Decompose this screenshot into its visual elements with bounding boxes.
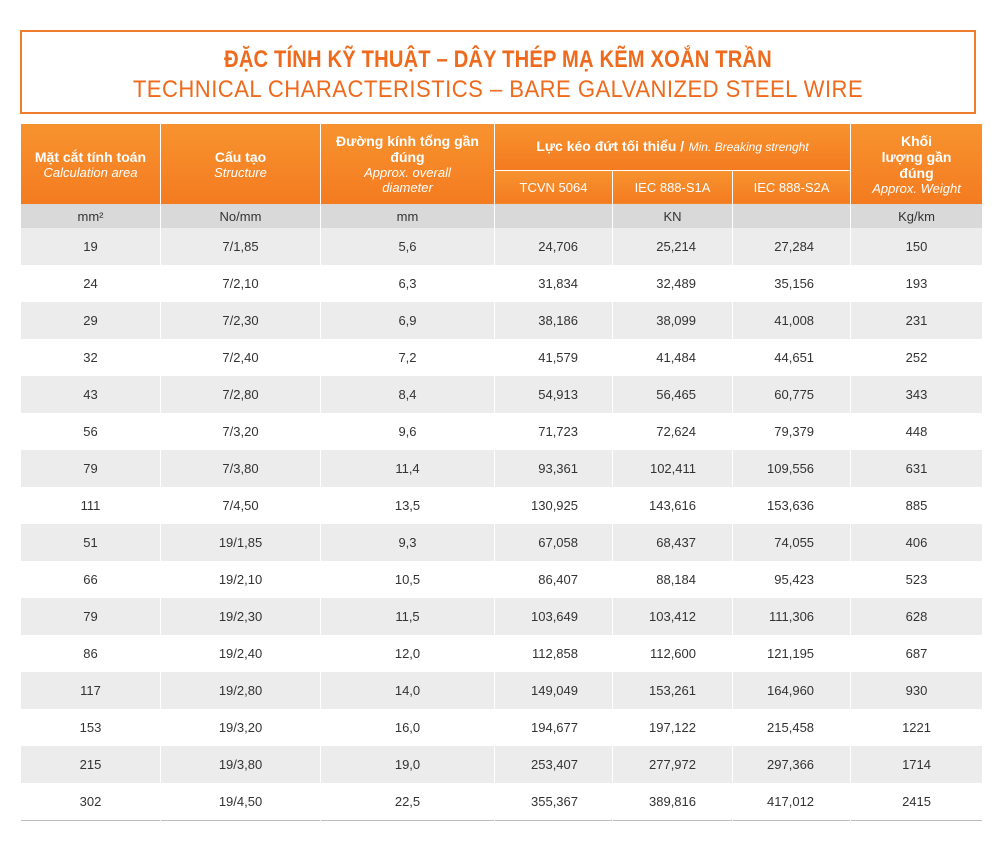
- table-cell: 88,184: [613, 561, 733, 598]
- table-cell: 523: [851, 561, 983, 598]
- table-cell: 631: [851, 450, 983, 487]
- table-row: [21, 487, 983, 524]
- table-cell: 7/2,10: [161, 265, 321, 302]
- table-cell: 193: [851, 265, 983, 302]
- table-cell: 24,706: [495, 228, 613, 265]
- table-cell: 687: [851, 635, 983, 672]
- table-row: [21, 746, 983, 783]
- header-breaking-en: Min. Breaking strenght: [688, 139, 809, 154]
- table-cell: 19/2,10: [161, 561, 321, 598]
- table-cell: 7/2,30: [161, 302, 321, 339]
- table-cell: 29: [21, 302, 161, 339]
- table-cell: 7/3,20: [161, 413, 321, 450]
- table-cell: 60,775: [733, 376, 851, 413]
- table-cell: 32,489: [613, 265, 733, 302]
- unit-cell: Kg/km: [851, 204, 983, 228]
- table-header: [21, 124, 983, 204]
- table-cell: 11,4: [321, 450, 495, 487]
- unit-cell: mm²: [21, 204, 161, 228]
- table-row: [21, 413, 983, 450]
- table-cell: 215: [21, 746, 161, 783]
- table-cell: 112,858: [495, 635, 613, 672]
- header-structure-vn: Cấu tạo: [214, 148, 267, 165]
- table-cell: 417,012: [733, 783, 851, 821]
- table-cell: 153,261: [613, 672, 733, 709]
- table-cell: 164,960: [733, 672, 851, 709]
- table-cell: 41,484: [613, 339, 733, 376]
- table-cell: 153: [21, 709, 161, 746]
- table-cell: 302: [21, 783, 161, 821]
- table-row: [21, 339, 983, 376]
- table-row: [21, 709, 983, 746]
- table-cell: 95,423: [733, 561, 851, 598]
- table-cell: 43: [21, 376, 161, 413]
- table-cell: 1714: [851, 746, 983, 783]
- table-row: [21, 376, 983, 413]
- table-cell: 253,407: [495, 746, 613, 783]
- table-cell: 32: [21, 339, 161, 376]
- table-cell: 130,925: [495, 487, 613, 524]
- table-cell: 35,156: [733, 265, 851, 302]
- table-cell: 93,361: [495, 450, 613, 487]
- table-body: [21, 204, 983, 821]
- table-cell: 6,3: [321, 265, 495, 302]
- table-cell: 102,411: [613, 450, 733, 487]
- title-box: [20, 30, 976, 114]
- table-cell: 448: [851, 413, 983, 450]
- table-cell: 7/3,80: [161, 450, 321, 487]
- table-cell: 67,058: [495, 524, 613, 561]
- header-tcvn: TCVN 5064: [495, 170, 613, 204]
- spec-table: [20, 124, 983, 821]
- title-english: TECHNICAL CHARACTERISTICS – BARE GALVANIZED STEEL WIRE: [132, 76, 864, 103]
- title-vietnamese: ĐẶC TÍNH KỸ THUẬT – DÂY THÉP MẠ KẼM XOẮN TRẦN: [224, 46, 772, 73]
- table-cell: 68,437: [613, 524, 733, 561]
- table-cell: 25,214: [613, 228, 733, 265]
- units-row: [21, 204, 983, 228]
- header-area: [21, 124, 161, 204]
- table-cell: 16,0: [321, 709, 495, 746]
- table-cell: 13,5: [321, 487, 495, 524]
- table-cell: 7/2,40: [161, 339, 321, 376]
- table-cell: 6,9: [321, 302, 495, 339]
- table-cell: 297,366: [733, 746, 851, 783]
- table-cell: 406: [851, 524, 983, 561]
- table-cell: 79: [21, 598, 161, 635]
- table-cell: 12,0: [321, 635, 495, 672]
- table-cell: 9,3: [321, 524, 495, 561]
- header-diameter-vn: Đường kính tổng gần đúng: [336, 133, 479, 165]
- table-cell: 112,600: [613, 635, 733, 672]
- table-row: [21, 783, 983, 821]
- header-iec-s1a: IEC 888-S1A: [613, 170, 733, 204]
- table-cell: 27,284: [733, 228, 851, 265]
- table-cell: 111,306: [733, 598, 851, 635]
- table-cell: 8,4: [321, 376, 495, 413]
- table-row: [21, 302, 983, 339]
- unit-cell: KN: [613, 204, 733, 228]
- table-cell: 38,186: [495, 302, 613, 339]
- table-cell: 5,6: [321, 228, 495, 265]
- table-cell: 7/2,80: [161, 376, 321, 413]
- table-cell: 56,465: [613, 376, 733, 413]
- table-cell: 19/2,40: [161, 635, 321, 672]
- table-cell: 54,913: [495, 376, 613, 413]
- table-cell: 31,834: [495, 265, 613, 302]
- table-cell: 79,379: [733, 413, 851, 450]
- table-cell: 2415: [851, 783, 983, 821]
- header-structure-en: Structure: [214, 164, 267, 180]
- header-area-vn: Mặt cắt tính toán: [34, 148, 147, 165]
- header-breaking-vn: Lực kéo đứt tối thiểu /: [536, 137, 685, 154]
- table-cell: 103,412: [613, 598, 733, 635]
- header-iec-s2a: IEC 888-S2A: [733, 170, 851, 204]
- table-cell: 71,723: [495, 413, 613, 450]
- table-cell: 197,122: [613, 709, 733, 746]
- table-cell: 117: [21, 672, 161, 709]
- table-row: [21, 598, 983, 635]
- table-cell: 149,049: [495, 672, 613, 709]
- table-row: [21, 265, 983, 302]
- table-cell: 885: [851, 487, 983, 524]
- table-cell: 19/1,85: [161, 524, 321, 561]
- table-cell: 7/4,50: [161, 487, 321, 524]
- table-cell: 56: [21, 413, 161, 450]
- table-cell: 153,636: [733, 487, 851, 524]
- table-cell: 19,0: [321, 746, 495, 783]
- table-cell: 109,556: [733, 450, 851, 487]
- header-structure: [161, 124, 321, 204]
- header-diameter: [321, 124, 495, 204]
- table-row: [21, 524, 983, 561]
- table-cell: 1221: [851, 709, 983, 746]
- table-cell: 24: [21, 265, 161, 302]
- table-cell: 66: [21, 561, 161, 598]
- table-cell: 19/2,80: [161, 672, 321, 709]
- table-cell: 9,6: [321, 413, 495, 450]
- table-cell: 628: [851, 598, 983, 635]
- table-cell: 79: [21, 450, 161, 487]
- table-cell: 215,458: [733, 709, 851, 746]
- table-cell: 121,195: [733, 635, 851, 672]
- table-cell: 86: [21, 635, 161, 672]
- header-weight-vn: Khối lượng gần đúng: [881, 132, 952, 181]
- header-area-en: Calculation area: [43, 164, 138, 180]
- table-cell: 194,677: [495, 709, 613, 746]
- table-cell: 22,5: [321, 783, 495, 821]
- table-cell: 343: [851, 376, 983, 413]
- table-cell: 14,0: [321, 672, 495, 709]
- table-cell: 277,972: [613, 746, 733, 783]
- table-row: [21, 228, 983, 265]
- table-cell: 11,5: [321, 598, 495, 635]
- table-cell: 930: [851, 672, 983, 709]
- table-cell: 74,055: [733, 524, 851, 561]
- table-cell: 10,5: [321, 561, 495, 598]
- table-cell: 44,651: [733, 339, 851, 376]
- table-cell: 231: [851, 302, 983, 339]
- table-cell: 41,579: [495, 339, 613, 376]
- table-cell: 19/3,20: [161, 709, 321, 746]
- table-cell: 19: [21, 228, 161, 265]
- table-cell: 19/2,30: [161, 598, 321, 635]
- table-cell: 72,624: [613, 413, 733, 450]
- table-row: [21, 635, 983, 672]
- table-cell: 19/3,80: [161, 746, 321, 783]
- table-row: [21, 450, 983, 487]
- table-cell: 19/4,50: [161, 783, 321, 821]
- table-cell: 86,407: [495, 561, 613, 598]
- table-cell: 7,2: [321, 339, 495, 376]
- unit-cell: No/mm: [161, 204, 321, 228]
- header-breaking: [495, 124, 851, 170]
- unit-cell: [733, 204, 851, 228]
- table-cell: 51: [21, 524, 161, 561]
- table-cell: 355,367: [495, 783, 613, 821]
- table-cell: 143,616: [613, 487, 733, 524]
- header-weight-en: Approx. Weight: [872, 180, 961, 196]
- header-diameter-en: Approx. overall diameter: [364, 165, 451, 195]
- table-cell: 150: [851, 228, 983, 265]
- unit-cell: [495, 204, 613, 228]
- table-row: [21, 672, 983, 709]
- table-cell: 103,649: [495, 598, 613, 635]
- unit-cell: mm: [321, 204, 495, 228]
- table-cell: 7/1,85: [161, 228, 321, 265]
- table-cell: 111: [21, 487, 161, 524]
- table-cell: 41,008: [733, 302, 851, 339]
- header-weight: [851, 124, 983, 204]
- table-cell: 38,099: [613, 302, 733, 339]
- table-row: [21, 561, 983, 598]
- table-cell: 252: [851, 339, 983, 376]
- table-cell: 389,816: [613, 783, 733, 821]
